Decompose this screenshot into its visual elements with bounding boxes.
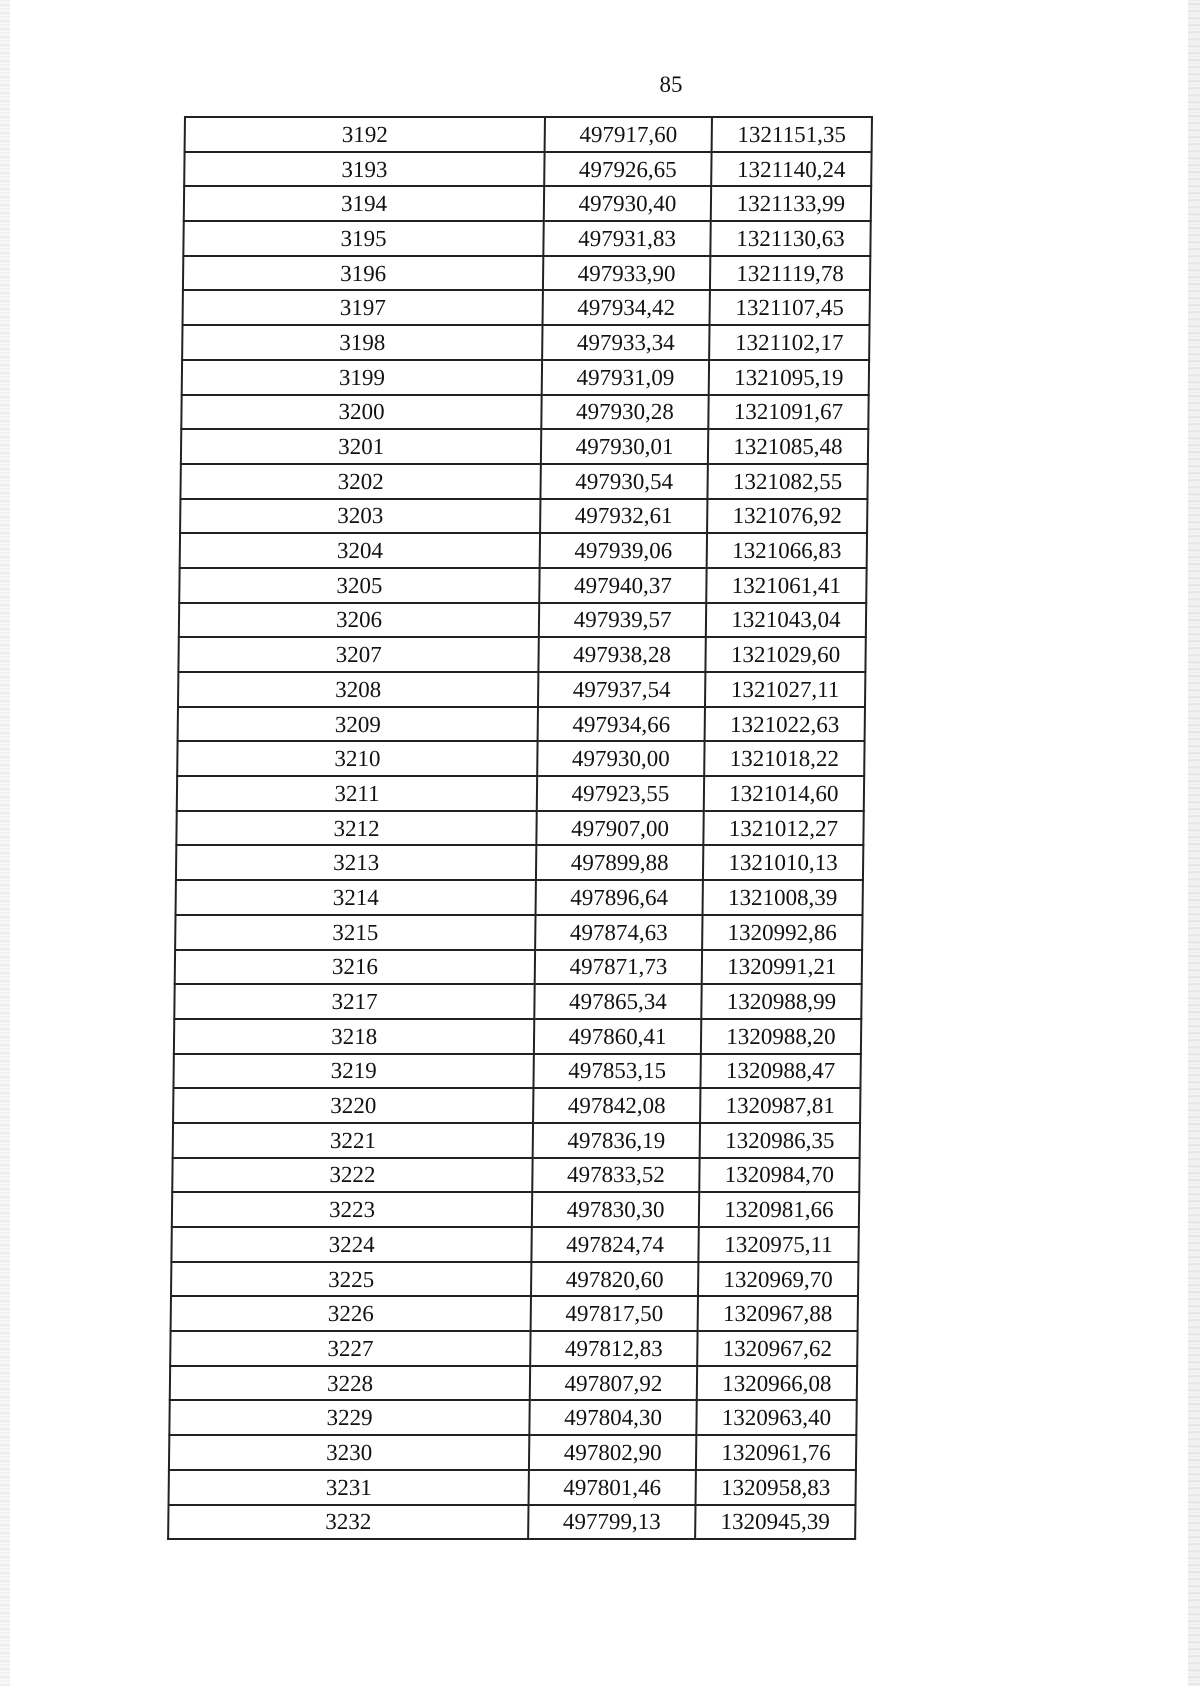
- table-row: [184, 186, 871, 221]
- point-number-cell: 3198: [182, 325, 543, 360]
- point-number-cell: 3216: [175, 950, 536, 985]
- point-number-cell: 3202: [180, 464, 541, 499]
- point-number-cell: 3215: [175, 915, 536, 950]
- x-coordinate-cell: 497932,61: [540, 499, 707, 534]
- y-coordinate-cell: 1320986,35: [700, 1123, 861, 1158]
- x-coordinate-cell: 497934,42: [543, 290, 710, 325]
- x-coordinate-cell: 497824,74: [532, 1227, 699, 1262]
- y-coordinate-cell: 1320981,66: [699, 1192, 860, 1227]
- table-row: [170, 1366, 857, 1401]
- y-coordinate-cell: 1321008,39: [702, 880, 863, 915]
- table-row: [179, 568, 866, 603]
- table-row: [178, 707, 865, 742]
- table-row: [178, 637, 865, 672]
- y-coordinate-cell: 1320975,11: [698, 1227, 859, 1262]
- point-number-cell: 3193: [184, 152, 545, 187]
- x-coordinate-cell: 497923,55: [537, 776, 704, 811]
- x-coordinate-cell: 497933,34: [542, 325, 709, 360]
- point-number-cell: 3231: [169, 1470, 530, 1505]
- table-row: [173, 1123, 860, 1158]
- y-coordinate-cell: 1321119,78: [710, 256, 871, 291]
- y-coordinate-cell: 1320988,99: [701, 984, 862, 1019]
- y-coordinate-cell: 1321107,45: [709, 290, 870, 325]
- x-coordinate-cell: 497930,54: [541, 464, 708, 499]
- x-coordinate-cell: 497807,92: [530, 1366, 697, 1401]
- y-coordinate-cell: 1321085,48: [708, 429, 869, 464]
- point-number-cell: 3200: [181, 395, 542, 430]
- y-coordinate-cell: 1320961,76: [696, 1435, 857, 1470]
- table-row: [174, 984, 861, 1019]
- point-number-cell: 3203: [180, 499, 541, 534]
- y-coordinate-cell: 1320969,70: [698, 1262, 859, 1297]
- table-row: [170, 1331, 857, 1366]
- y-coordinate-cell: 1320987,81: [700, 1088, 861, 1123]
- x-coordinate-cell: 497931,83: [543, 221, 710, 256]
- table-row: [169, 1435, 856, 1470]
- y-coordinate-cell: 1321010,13: [703, 845, 864, 880]
- y-coordinate-cell: 1320967,88: [697, 1296, 858, 1331]
- table-row: [176, 811, 863, 846]
- x-coordinate-cell: 497860,41: [534, 1019, 701, 1054]
- y-coordinate-cell: 1320984,70: [699, 1158, 860, 1193]
- x-coordinate-cell: 497930,00: [537, 741, 704, 776]
- scan-edge-right: [1188, 0, 1200, 1686]
- x-coordinate-cell: 497926,65: [544, 152, 711, 187]
- point-number-cell: 3224: [171, 1227, 532, 1262]
- y-coordinate-cell: 1320988,47: [700, 1054, 861, 1089]
- x-coordinate-cell: 497930,01: [541, 429, 708, 464]
- x-coordinate-cell: 497802,90: [529, 1435, 696, 1470]
- point-number-cell: 3205: [179, 568, 540, 603]
- x-coordinate-cell: 497917,60: [545, 117, 712, 152]
- table-row: [172, 1158, 859, 1193]
- table-row: [178, 672, 865, 707]
- x-coordinate-cell: 497865,34: [534, 984, 701, 1019]
- y-coordinate-cell: 1320963,40: [696, 1400, 857, 1435]
- point-number-cell: 3196: [183, 256, 544, 291]
- table-row: [169, 1400, 856, 1435]
- y-coordinate-cell: 1321133,99: [711, 186, 872, 221]
- point-number-cell: 3228: [170, 1366, 531, 1401]
- x-coordinate-cell: 497817,50: [531, 1296, 698, 1331]
- table-row: [168, 1505, 855, 1540]
- point-number-cell: 3199: [182, 360, 543, 395]
- y-coordinate-cell: 1321095,19: [709, 360, 870, 395]
- point-number-cell: 3232: [168, 1505, 529, 1540]
- table-row: [182, 325, 869, 360]
- x-coordinate-cell: 497812,83: [530, 1331, 697, 1366]
- table-row: [171, 1227, 858, 1262]
- x-coordinate-cell: 497874,63: [535, 915, 702, 950]
- table-row: [181, 395, 868, 430]
- point-number-cell: 3211: [177, 776, 538, 811]
- table-row: [172, 1192, 859, 1227]
- coordinates-table-body: [168, 117, 872, 1539]
- page-number: 85: [659, 72, 683, 97]
- table-row: [171, 1262, 858, 1297]
- x-coordinate-cell: 497842,08: [533, 1088, 700, 1123]
- x-coordinate-cell: 497836,19: [533, 1123, 700, 1158]
- table-row: [176, 880, 863, 915]
- point-number-cell: 3207: [178, 637, 539, 672]
- point-number-cell: 3223: [172, 1192, 533, 1227]
- x-coordinate-cell: 497939,57: [539, 603, 706, 638]
- table-row: [180, 533, 867, 568]
- y-coordinate-cell: 1321140,24: [711, 152, 872, 187]
- table-row: [183, 290, 870, 325]
- point-number-cell: 3218: [174, 1019, 535, 1054]
- x-coordinate-cell: 497933,90: [543, 256, 710, 291]
- table-row: [173, 1088, 860, 1123]
- y-coordinate-cell: 1320988,20: [701, 1019, 862, 1054]
- x-coordinate-cell: 497871,73: [535, 950, 702, 985]
- x-coordinate-cell: 497801,46: [529, 1470, 696, 1505]
- y-coordinate-cell: 1321066,83: [707, 533, 868, 568]
- y-coordinate-cell: 1321027,11: [705, 672, 866, 707]
- point-number-cell: 3192: [185, 117, 546, 152]
- y-coordinate-cell: 1321130,63: [710, 221, 871, 256]
- x-coordinate-cell: 497804,30: [529, 1400, 696, 1435]
- y-coordinate-cell: 1321012,27: [703, 811, 864, 846]
- x-coordinate-cell: 497939,06: [540, 533, 707, 568]
- x-coordinate-cell: 497853,15: [534, 1054, 701, 1089]
- point-number-cell: 3201: [181, 429, 542, 464]
- table-row: [177, 776, 864, 811]
- y-coordinate-cell: 1321022,63: [704, 707, 865, 742]
- point-number-cell: 3194: [184, 186, 545, 221]
- table-row: [176, 845, 863, 880]
- table-row: [183, 221, 870, 256]
- scan-edge-left: [0, 0, 10, 1686]
- table-row: [175, 950, 862, 985]
- x-coordinate-cell: 497938,28: [539, 637, 706, 672]
- y-coordinate-cell: 1321102,17: [709, 325, 870, 360]
- point-number-cell: 3210: [177, 741, 538, 776]
- y-coordinate-cell: 1321018,22: [704, 741, 865, 776]
- point-number-cell: 3204: [180, 533, 541, 568]
- x-coordinate-cell: 497899,88: [536, 845, 703, 880]
- x-coordinate-cell: 497830,30: [532, 1192, 699, 1227]
- x-coordinate-cell: 497833,52: [532, 1158, 699, 1193]
- point-number-cell: 3195: [183, 221, 544, 256]
- table-row: [169, 1470, 856, 1505]
- y-coordinate-cell: 1321029,60: [705, 637, 866, 672]
- y-coordinate-cell: 1321061,41: [706, 568, 867, 603]
- x-coordinate-cell: 497940,37: [539, 568, 706, 603]
- y-coordinate-cell: 1320958,83: [695, 1470, 856, 1505]
- x-coordinate-cell: 497937,54: [538, 672, 705, 707]
- y-coordinate-cell: 1320945,39: [695, 1505, 856, 1540]
- x-coordinate-cell: 497931,09: [542, 360, 709, 395]
- point-number-cell: 3209: [178, 707, 539, 742]
- table-row: [173, 1054, 860, 1089]
- x-coordinate-cell: 497934,66: [538, 707, 705, 742]
- y-coordinate-cell: 1320992,86: [702, 915, 863, 950]
- x-coordinate-cell: 497907,00: [536, 811, 703, 846]
- y-coordinate-cell: 1320966,08: [697, 1366, 858, 1401]
- table-row: [185, 117, 872, 152]
- point-number-cell: 3221: [173, 1123, 534, 1158]
- point-number-cell: 3227: [170, 1331, 531, 1366]
- point-number-cell: 3197: [183, 290, 544, 325]
- x-coordinate-cell: 497930,28: [541, 395, 708, 430]
- y-coordinate-cell: 1320967,62: [697, 1331, 858, 1366]
- table-row: [180, 464, 867, 499]
- table-row: [174, 1019, 861, 1054]
- table-row: [177, 741, 864, 776]
- coordinates-table: [167, 116, 873, 1540]
- x-coordinate-cell: 497896,64: [536, 880, 703, 915]
- y-coordinate-cell: 1321151,35: [711, 117, 872, 152]
- x-coordinate-cell: 497820,60: [531, 1262, 698, 1297]
- y-coordinate-cell: 1321082,55: [707, 464, 868, 499]
- point-number-cell: 3220: [173, 1088, 534, 1123]
- table-row: [184, 152, 871, 187]
- y-coordinate-cell: 1320991,21: [702, 950, 863, 985]
- y-coordinate-cell: 1321014,60: [704, 776, 865, 811]
- table-row: [180, 499, 867, 534]
- point-number-cell: 3225: [171, 1262, 532, 1297]
- y-coordinate-cell: 1321091,67: [708, 395, 869, 430]
- point-number-cell: 3230: [169, 1435, 530, 1470]
- point-number-cell: 3212: [176, 811, 537, 846]
- table-row: [183, 256, 870, 291]
- point-number-cell: 3213: [176, 845, 537, 880]
- point-number-cell: 3219: [173, 1054, 534, 1089]
- point-number-cell: 3222: [172, 1158, 533, 1193]
- table-row: [171, 1296, 858, 1331]
- y-coordinate-cell: 1321076,92: [707, 499, 868, 534]
- table-row: [175, 915, 862, 950]
- x-coordinate-cell: 497930,40: [544, 186, 711, 221]
- table-row: [181, 429, 868, 464]
- point-number-cell: 3206: [179, 603, 540, 638]
- x-coordinate-cell: 497799,13: [528, 1505, 695, 1540]
- point-number-cell: 3226: [171, 1296, 532, 1331]
- point-number-cell: 3214: [176, 880, 537, 915]
- y-coordinate-cell: 1321043,04: [706, 603, 867, 638]
- point-number-cell: 3229: [169, 1400, 530, 1435]
- table-row: [179, 603, 866, 638]
- table-row: [182, 360, 869, 395]
- point-number-cell: 3208: [178, 672, 539, 707]
- point-number-cell: 3217: [174, 984, 535, 1019]
